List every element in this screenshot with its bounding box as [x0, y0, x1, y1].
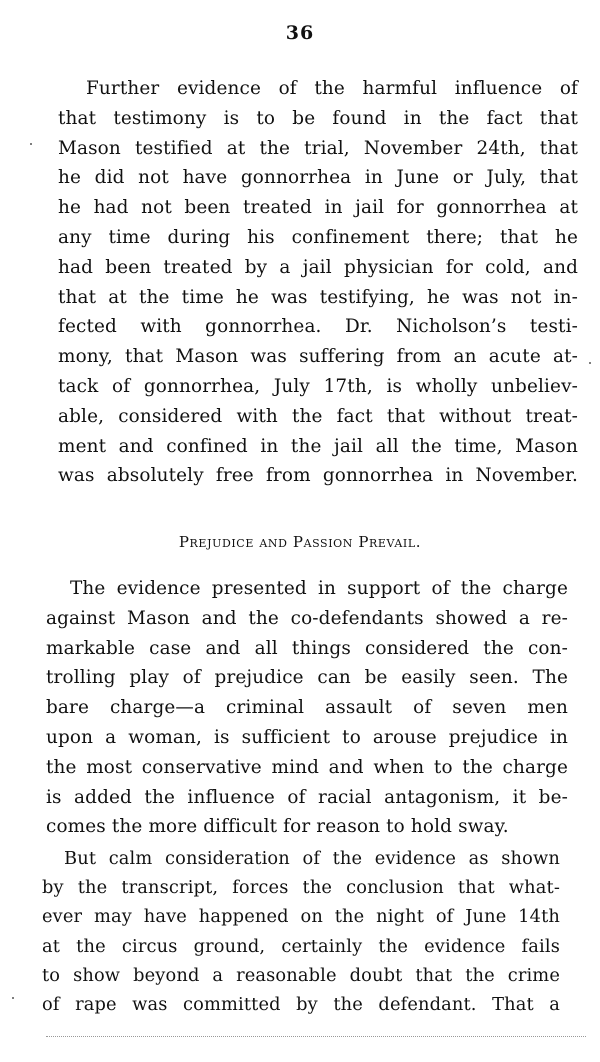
- text-line: against Mason and the co-defendants showed a re-: [46, 607, 568, 629]
- text-line: markable case and all things considered the con-: [46, 637, 568, 659]
- paragraph-testimony-influence: [58, 74, 578, 491]
- page-edge-noise: [46, 1036, 586, 1040]
- section-heading-text: Prejudice and Passion Prevail.: [178, 533, 422, 551]
- text-line: The evidence presented in support of the charge: [70, 578, 568, 599]
- section-heading: [0, 533, 600, 551]
- text-line: But calm consideration of the evidence as shown: [64, 848, 560, 869]
- text-line: ment and confined in the jail all the time, Mason: [58, 435, 578, 457]
- text-line: had been treated by a jail physician for cold, and: [58, 256, 578, 278]
- text-line: Mason testified at the trial, November 24th, that: [58, 137, 578, 159]
- paragraph-evidence-charge: [46, 574, 568, 842]
- text-line: he had not been treated in jail for gonnorrhea at: [58, 197, 578, 219]
- text-line: any time during his confinement there; that he: [58, 226, 578, 248]
- text-line: fected with gonnorrhea. Dr. Nicholson’s testi-: [58, 316, 578, 338]
- text-line: tack of gonnorrhea, July 17th, is wholly unbeliev-: [58, 375, 578, 397]
- text-line: the most conservative mind and when to the charge: [46, 756, 568, 778]
- text-line: to show beyond a reasonable doubt that the crime: [42, 964, 560, 986]
- text-line: he did not have gonnorrhea in June or July, that: [58, 167, 578, 189]
- text-line: of rape was committed by the defendant. That a: [42, 994, 560, 1016]
- text-line: by the transcript, forces the conclusion that what-: [42, 877, 560, 899]
- page-number: 36: [285, 22, 315, 44]
- print-speck: [12, 997, 14, 999]
- text-line: ever may have happened on the night of June 14th: [42, 906, 560, 928]
- paragraph-calm-consideration: [42, 844, 560, 1019]
- text-line: at the circus ground, certainly the evidence fails: [42, 935, 560, 957]
- text-line: able, considered with the fact that without treat-: [58, 405, 578, 427]
- text-line: Further evidence of the harmful influence of: [86, 78, 578, 99]
- text-line: that at the time he was testifying, he was not in-: [58, 286, 578, 308]
- text-line: mony, that Mason was suffering from an acute at-: [58, 346, 578, 368]
- text-line: bare charge—a criminal assault of seven men: [46, 697, 568, 719]
- text-line: trolling play of prejudice can be easily seen. The: [46, 667, 568, 689]
- text-line: was absolutely free from gonnorrhea in November.: [58, 465, 578, 487]
- text-line: comes the more difficult for reason to hold sway.: [46, 816, 509, 838]
- print-speck: [589, 362, 591, 364]
- text-line: is added the influence of racial antagonism, it be-: [46, 786, 568, 808]
- print-speck: [30, 143, 32, 145]
- text-line: that testimony is to be found in the fact that: [58, 107, 578, 129]
- text-line: upon a woman, is sufficient to arouse prejudice in: [46, 726, 568, 748]
